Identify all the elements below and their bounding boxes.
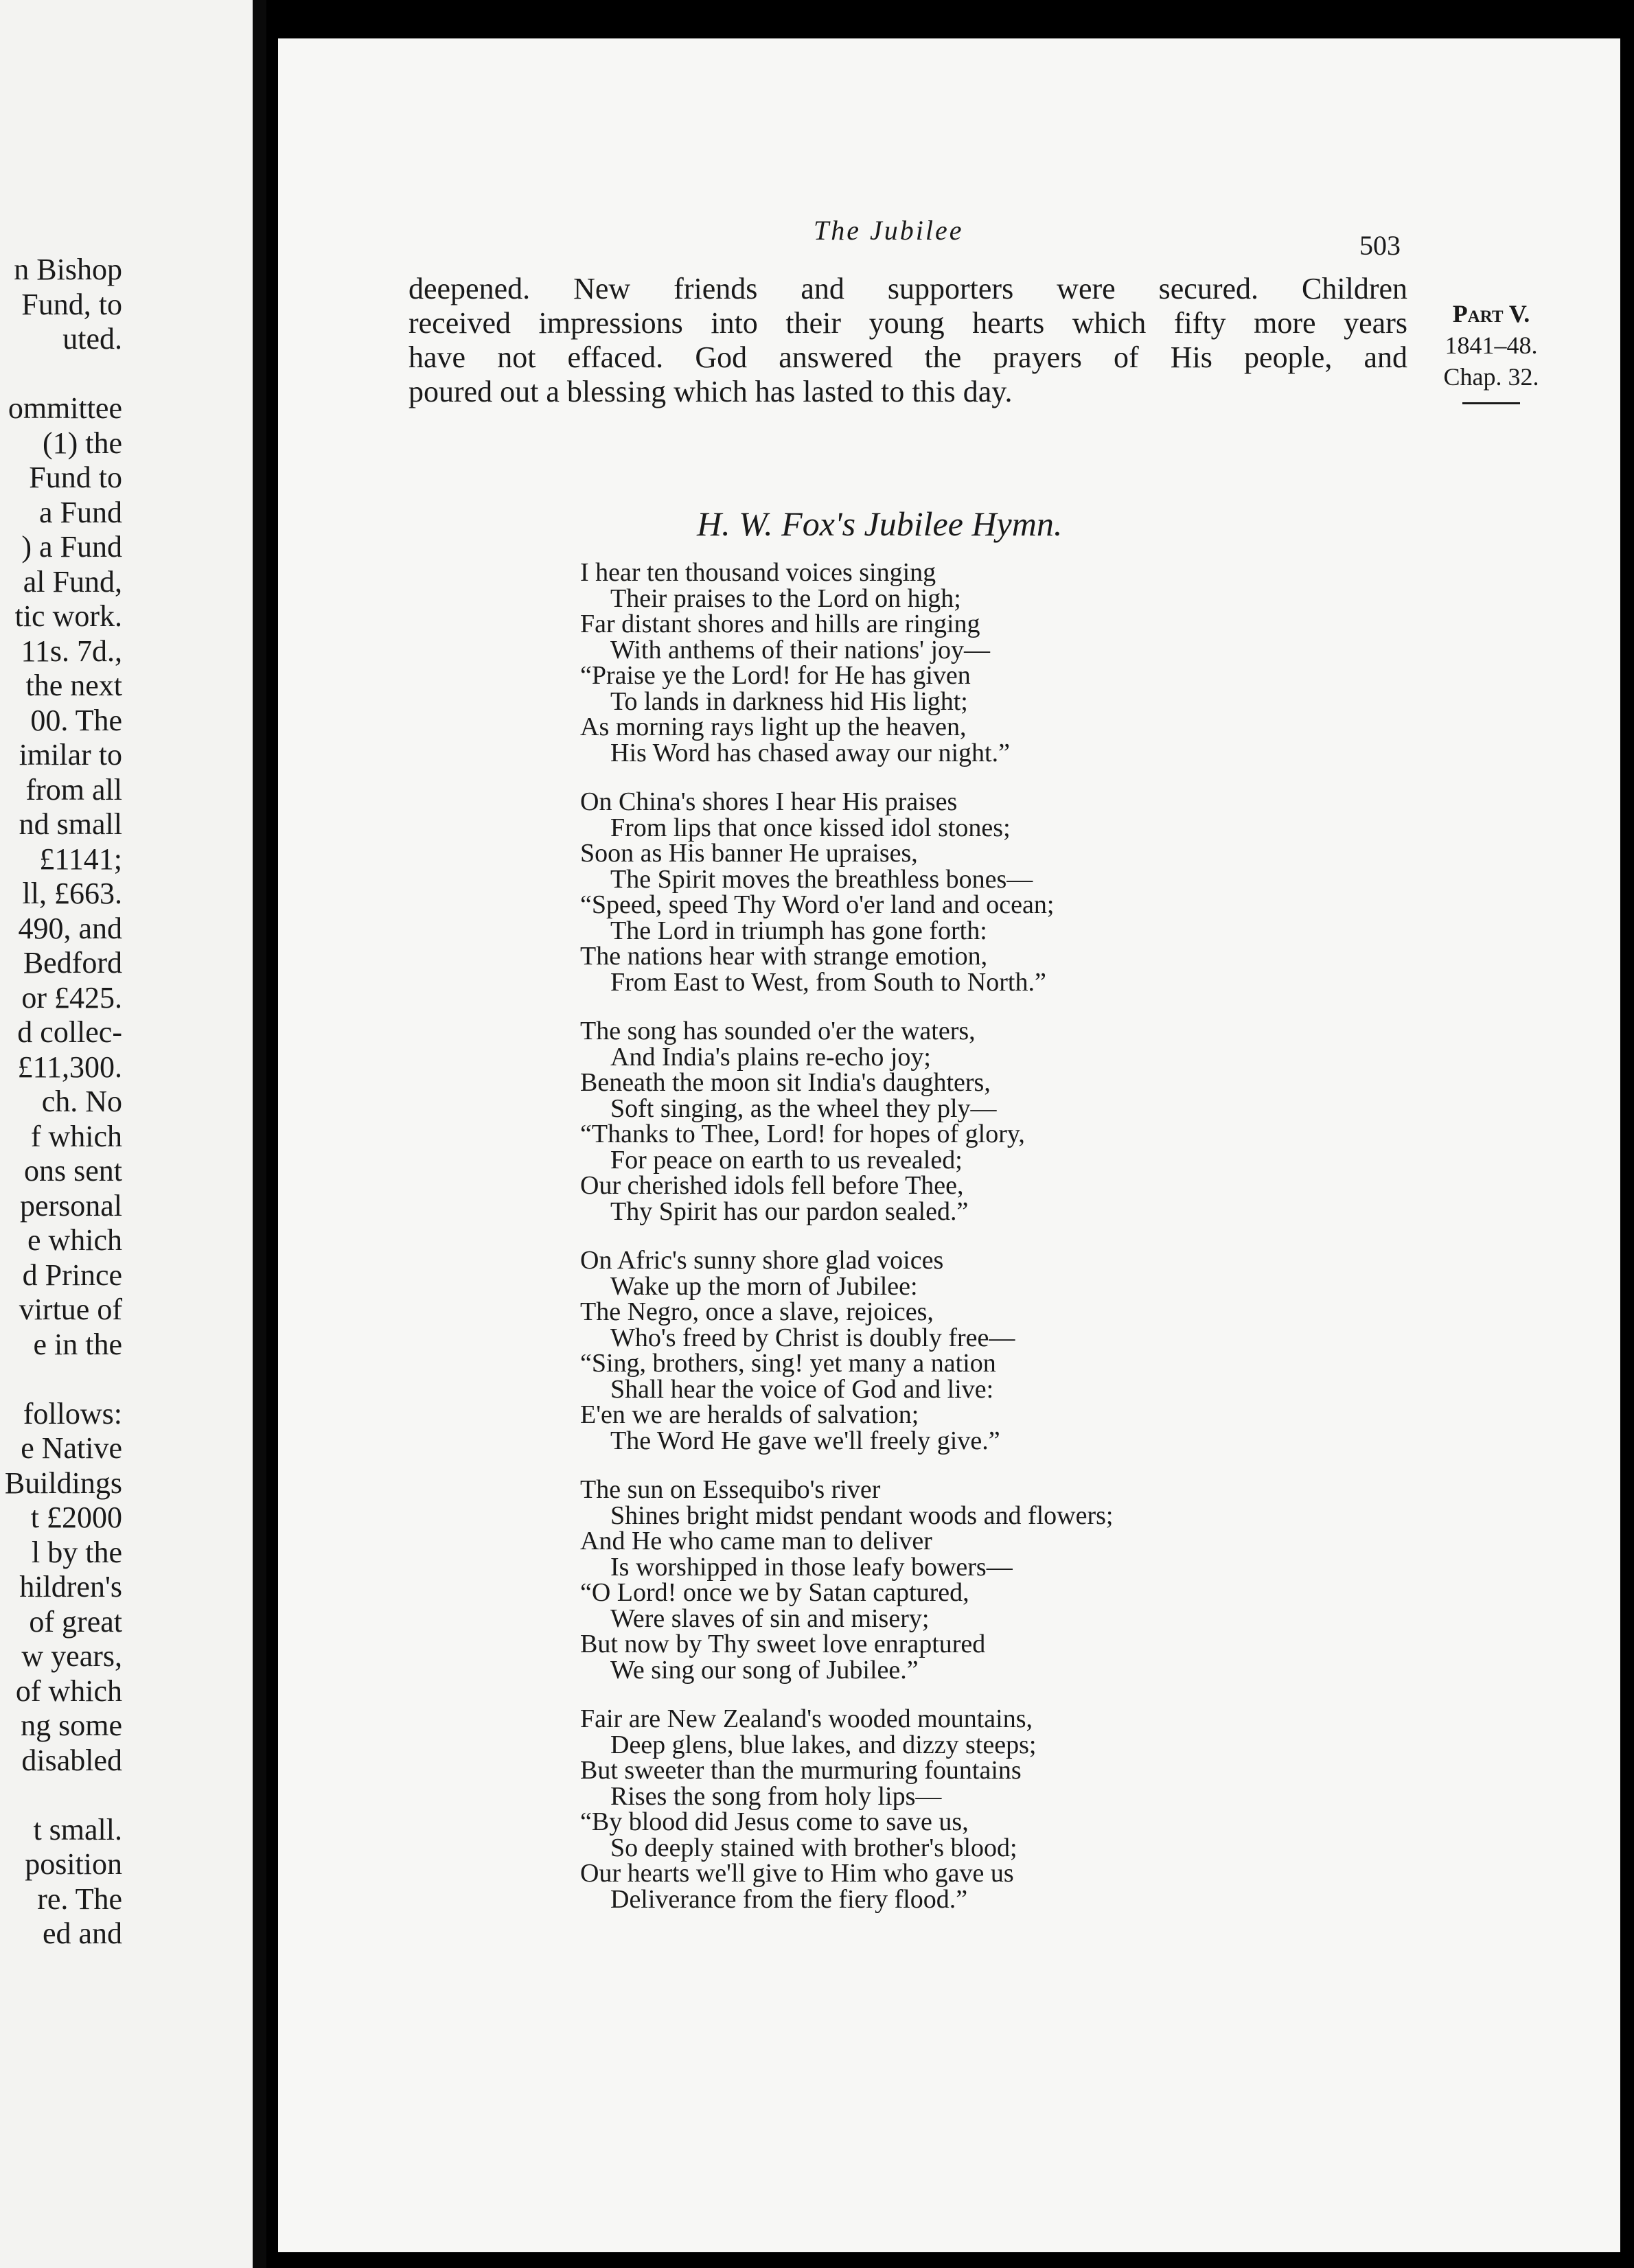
previous-page-line: ch. No [41,1085,122,1118]
paragraph-line: poured out a blessing which has lasted to this day. [408,375,1013,408]
previous-page-line: from all [25,772,122,807]
book-gutter [253,0,266,2268]
hymn-line: So deeply stained with brother's blood; [610,1833,1017,1862]
previous-page-line: Fund to [29,461,122,494]
hymn-line: Deliverance from the fiery flood.” [610,1884,968,1914]
hymn-line: Shall hear the voice of God and live: [610,1374,994,1404]
previous-page-line: e which [27,1223,122,1257]
hymn-line: The Lord in triumph has gone forth: [610,916,987,945]
book-page [278,38,1620,2252]
previous-page-line: n Bishop [14,253,122,286]
hymn-line: “Praise ye the Lord! for He has given [580,661,971,690]
previous-page-line: personal [19,1188,122,1223]
hymn-line: Were slaves of sin and misery; [610,1604,930,1633]
hymn-stanza [580,789,1356,995]
hymn-line: On Afric's sunny shore glad voices [580,1246,944,1275]
previous-page-line [5,1362,122,1397]
hymn-line: From East to West, from South to North.” [610,967,1046,997]
previous-page-line: ll, £663. [22,877,122,910]
hymn-line: I hear ten thousand voices singing [580,558,936,587]
previous-page-line: tic work. [14,599,122,633]
margin-note [1426,298,1556,404]
previous-page-line: (1) the [42,426,122,460]
margin-note-part: Part V. [1452,300,1530,327]
hymn-line: Soon as His banner He upraises, [580,839,918,868]
running-head: The Jubilee [814,215,964,246]
previous-page-line: disabled [21,1743,122,1777]
previous-page-line: Bedford [23,946,122,980]
hymn-line: But sweeter than the murmuring fountains [580,1756,1022,1785]
hymn-line: The song has sounded o'er the waters, [580,1017,976,1045]
hymn-line: Wake up the morn of Jubilee: [610,1271,918,1301]
previous-page-line: ng some [21,1709,122,1742]
previous-page-text [5,253,122,1952]
hymn-stanza [580,560,1356,766]
hymn-body [580,560,1356,1936]
previous-page-line: re. The [37,1882,122,1916]
previous-page-line: d collec- [17,1015,122,1049]
hymn-line: “Sing, brothers, sing! yet many a nation [580,1349,996,1378]
hymn-line: “Thanks to Thee, Lord! for hopes of glory, [580,1120,1025,1148]
previous-page-line: t £2000 [30,1501,122,1534]
previous-page-line: imilar to [19,738,122,772]
previous-page-line [5,357,122,392]
hymn-line: To lands in darkness hid His light; [610,686,968,716]
previous-page-line: hildren's [19,1570,122,1604]
hymn-line: Rises the song from holy lips— [610,1781,942,1811]
previous-page-line: 00. The [30,703,122,737]
previous-page-line: 490, and [18,911,122,945]
previous-page-line: or £425. [21,980,122,1015]
previous-page-line: w years, [21,1639,122,1673]
hymn-line: E'en we are heralds of salvation; [580,1400,919,1429]
hymn-line: For peace on earth to us revealed; [610,1145,963,1174]
previous-page-fragment [0,0,266,2268]
hymn-line: From lips that once kissed idol stones; [610,813,1011,842]
hymn-line: Is worshipped in those leafy bowers— [610,1552,1013,1582]
hymn-line: But now by Thy sweet love enraptured [580,1630,986,1658]
hymn-line: Soft singing, as the wheel they ply— [610,1094,997,1123]
hymn-line: The Spirit moves the breathless bones— [610,864,1033,894]
previous-page-line: ed and [42,1917,122,1950]
hymn-line: Their praises to the Lord on high; [610,583,961,613]
hymn-line: As morning rays light up the heaven, [580,713,967,741]
previous-page-line: f which [30,1119,122,1153]
hymn-line: The Negro, once a slave, rejoices, [580,1297,934,1326]
hymn-line: Shines bright midst pendant woods and flowers; [610,1501,1114,1530]
page-number: 503 [1359,230,1401,261]
hymn-line: With anthems of their nations' joy— [610,635,991,664]
hymn-line: Fair are New Zealand's wooded mountains, [580,1704,1033,1733]
hymn-line: His Word has chased away our night.” [610,738,1010,767]
paragraph-line: deepened. New friends and supporters were secured. Children [408,272,1407,305]
margin-note-rule [1462,402,1520,404]
hymn-stanza [580,1477,1356,1683]
previous-page-line: of which [15,1674,122,1708]
paragraph-line: have not effaced. God answered the prayers of His people, and [408,340,1407,374]
hymn-line: Far distant shores and hills are ringing [580,610,980,638]
hymn-line: Deep glens, blue lakes, and dizzy steeps; [610,1730,1037,1759]
previous-page-line: e in the [33,1327,122,1361]
previous-page-line: £1141; [39,842,122,876]
hymn-line: “O Lord! once we by Satan captured, [580,1578,969,1607]
previous-page-line: ommittee [8,391,122,425]
hymn-line: And He who came man to deliver [580,1527,932,1555]
hymn-line: “Speed, speed Thy Word o'er land and ocean; [580,890,1055,919]
hymn-line: The nations hear with strange emotion, [580,942,988,971]
previous-page-line: nd small [19,807,122,841]
hymn-line: Our hearts we'll give to Him who gave us [580,1859,1014,1888]
hymn-stanza [580,1019,1356,1225]
previous-page-line [5,1778,122,1813]
paragraph-line: received impressions into their young hearts which fifty more years [408,306,1407,340]
hymn-line: Who's freed by Christ is doubly free— [610,1323,1015,1352]
hymn-stanza [580,1248,1356,1454]
hymn-line: “By blood did Jesus come to save us, [580,1807,969,1836]
previous-page-line: Fund, to [21,287,122,321]
previous-page-line: £11,300. [17,1050,122,1084]
previous-page-line: virtue of [19,1293,122,1326]
hymn-line: Thy Spirit has our pardon sealed.” [610,1196,969,1226]
previous-page-line: ) a Fund [21,530,122,564]
previous-page-line: 11s. 7d., [21,634,122,668]
previous-page-line: uted. [62,322,122,356]
hymn-line: And India's plains re-echo joy; [610,1042,931,1072]
previous-page-line: l by the [32,1535,122,1569]
previous-page-line: al Fund, [23,564,122,599]
previous-page-line: follows: [23,1396,122,1431]
hymn-line: On China's shores I hear His praises [580,787,958,816]
hymn-title: H. W. Fox's Jubilee Hymn. [697,505,1063,543]
margin-note-years: 1841–48. [1445,332,1538,359]
margin-note-chapter: Chap. 32. [1443,363,1539,391]
previous-page-line: of great [29,1604,122,1639]
previous-page-line: position [25,1847,122,1881]
previous-page-line: t small. [33,1812,122,1847]
previous-page-line: d Prince [22,1258,122,1292]
body-paragraph [408,272,1407,409]
hymn-line: We sing our song of Jubilee.” [610,1655,919,1685]
hymn-line: Beneath the moon sit India's daughters, [580,1068,991,1097]
hymn-stanza [580,1706,1356,1912]
previous-page-line: the next [25,669,122,702]
previous-page-line: e Native [21,1431,122,1465]
previous-page-line: Buildings [4,1466,122,1500]
previous-page-line: ons sent [24,1154,122,1188]
hymn-line: Our cherished idols fell before Thee, [580,1171,964,1200]
hymn-line: The sun on Essequibo's river [580,1475,881,1504]
hymn-line: The Word He gave we'll freely give.” [610,1426,1000,1455]
previous-page-line: a Fund [39,495,122,529]
